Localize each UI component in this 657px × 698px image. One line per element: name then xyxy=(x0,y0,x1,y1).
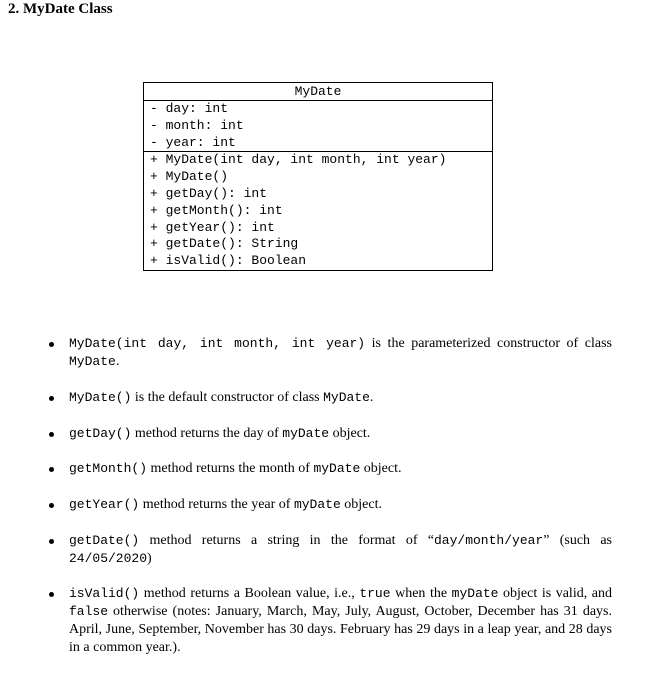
uml-class-name: MyDate xyxy=(144,83,492,101)
inline-code: MyDate(int day, int month, int year) xyxy=(69,336,366,351)
inline-code: myDate xyxy=(451,586,499,601)
bullet-text: object is valid, and xyxy=(498,586,612,601)
inline-code: getDay() xyxy=(69,426,132,441)
inline-code: isValid() xyxy=(69,586,140,601)
bullet-text: ” (such as xyxy=(543,533,612,548)
uml-method: + getYear(): int xyxy=(150,219,275,235)
bullet-dot-icon xyxy=(49,432,54,437)
bullet-text: is the parameterized constructor of class xyxy=(365,336,612,351)
bullet-text: method returns the day of xyxy=(131,426,283,441)
bullet-dot-icon xyxy=(49,396,54,401)
uml-method: + getDate(): String xyxy=(150,236,299,252)
bullet-dot-icon xyxy=(49,539,54,544)
bullet-item xyxy=(69,425,612,443)
bullet-text: . xyxy=(115,354,120,369)
bullet-text: otherwise (notes: January, March, May, July, August, October, December has 31 days. April, June, September, November has 30 days. February has 29 days in a leap year, and 28 days in a common year.). xyxy=(69,604,612,655)
uml-method: + MyDate() xyxy=(150,169,229,185)
bullet-dot-icon xyxy=(49,467,54,472)
bullet-text: . xyxy=(369,390,374,405)
bullet-text: object. xyxy=(329,426,371,441)
inline-code: 24/05/2020 xyxy=(69,551,148,566)
inline-code: day/month/year xyxy=(434,533,544,548)
bullet-text: object. xyxy=(360,461,402,476)
inline-code: getMonth() xyxy=(69,461,148,476)
bullet-dot-icon xyxy=(49,503,54,508)
inline-code: MyDate xyxy=(323,390,370,405)
bullet-item xyxy=(69,585,612,657)
inline-code: true xyxy=(359,586,391,601)
inline-code: MyDate xyxy=(69,354,116,369)
bullet-item xyxy=(69,532,612,568)
bullet-item xyxy=(69,496,612,514)
uml-method: + isValid(): Boolean xyxy=(150,253,307,269)
bullet-text: when the xyxy=(390,586,452,601)
inline-code: getDate() xyxy=(69,533,140,548)
section-heading: 2. MyDate Class xyxy=(8,1,113,17)
uml-attribute: - month: int xyxy=(150,117,244,133)
bullet-text: object. xyxy=(340,497,382,512)
inline-code: false xyxy=(69,604,109,619)
bullet-dot-icon xyxy=(49,592,54,597)
bullet-dot-icon xyxy=(49,342,54,347)
uml-attribute: - year: int xyxy=(150,134,236,150)
uml-attribute: - day: int xyxy=(150,101,229,116)
inline-code: getYear() xyxy=(69,497,140,512)
bullet-text: method returns a string in the format of “ xyxy=(139,533,434,548)
bullet-text: method returns the year of xyxy=(139,497,294,512)
inline-code: myDate xyxy=(313,461,361,476)
inline-code: myDate xyxy=(282,426,330,441)
bullet-text: is the default constructor of class xyxy=(131,390,324,405)
bullet-text: method returns a Boolean value, i.e., xyxy=(139,586,360,601)
inline-code: MyDate() xyxy=(69,390,132,405)
bullet-text: ) xyxy=(147,551,152,566)
uml-method: + MyDate(int day, int month, int year) xyxy=(150,152,447,168)
bullet-item xyxy=(69,389,612,407)
bullet-item xyxy=(69,335,612,371)
inline-code: myDate xyxy=(293,497,341,512)
uml-method: + getMonth(): int xyxy=(150,202,283,218)
bullet-text: method returns the month of xyxy=(147,461,314,476)
uml-method: + getDay(): int xyxy=(150,185,268,201)
bullet-item xyxy=(69,460,612,478)
